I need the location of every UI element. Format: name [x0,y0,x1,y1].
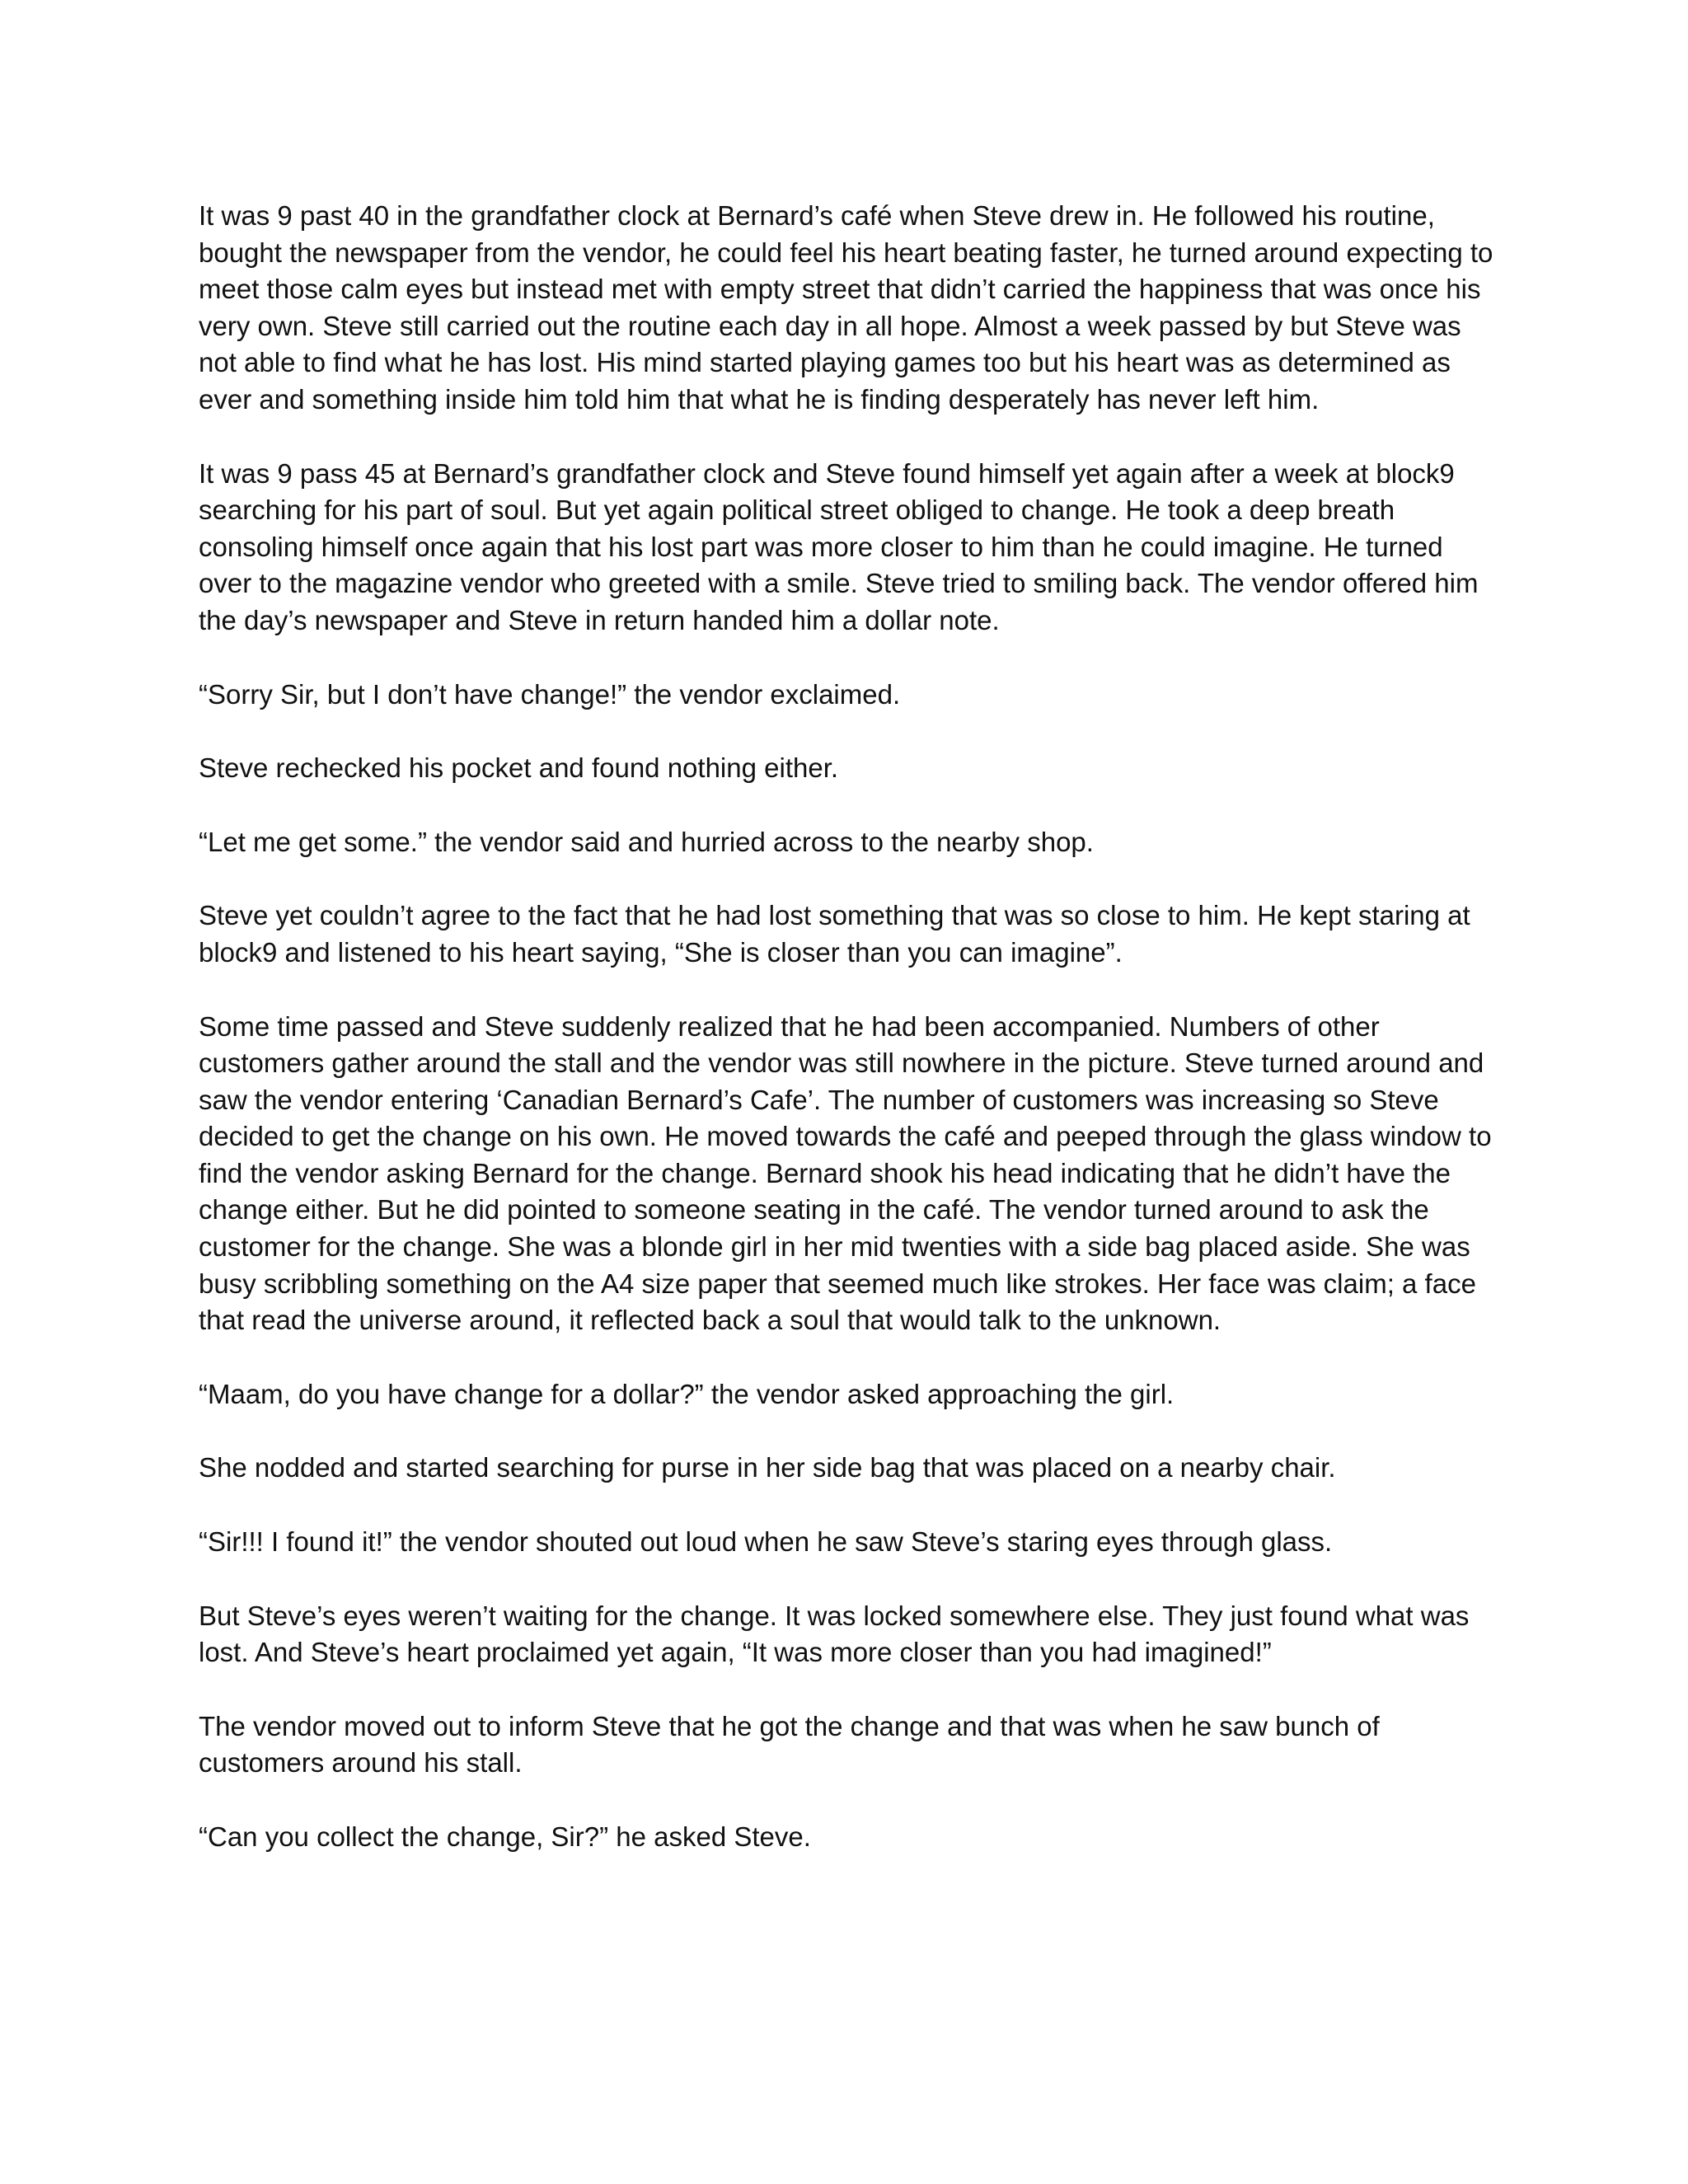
paragraph-11: But Steve’s eyes weren’t waiting for the change. It was locked somewhere else. They just found what was lost. And Steve’s heart proclaimed yet again, “It was more closer than you had imagined!” [199,1600,1470,1668]
paragraph-10: “Sir!!! I found it!” the vendor shouted out loud when he saw Steve’s staring eyes through glass. [199,1526,1333,1558]
paragraph-6: Steve yet couldn’t agree to the fact that he had lost something that was so close to him. He kept staring at block9 and listened to his heart saying, “She is closer than you can imagine”. [199,900,1470,968]
paragraph-12: The vendor moved out to inform Steve that he got the change and that was when he saw bunch of customers around his stall. [199,1710,1380,1779]
paragraph-3: “Sorry Sir, but I don’t have change!” the vendor exclaimed. [199,678,901,710]
document-body [199,198,1497,1856]
paragraph-13: “Can you collect the change, Sir?” he asked Steve. [199,1821,811,1852]
paragraph-4: Steve rechecked his pocket and found nothing either. [199,752,839,784]
paragraph-7: Some time passed and Steve suddenly realized that he had been accompanied. Numbers of other customers gather around the stall and the vendor was still nowhere in the picture. Steve turned around and saw the vendor entering ‘Canadian Bernard’s Cafe’. The number of customers was increasing so Steve decided to get the change on his own. He moved towards the café and peeped through the glass window to find the vendor asking Bernard for the change. Bernard shook his head indicating that he didn’t have the change either. But he did pointed to someone seating in the café. The vendor turned around to ask the customer for the change. She was a blonde girl in her mid twenties with a side bag placed aside. She was busy scribbling something on the A4 size paper that seemed much like strokes. Her face was claim; a face that read the universe around, it reflected back a soul that would talk to the unknown. [199,1010,1492,1336]
paragraph-5: “Let me get some.” the vendor said and hurried across to the nearby shop. [199,826,1094,857]
paragraph-8: “Maam, do you have change for a dollar?” the vendor asked approaching the girl. [199,1378,1175,1409]
paragraph-2: It was 9 pass 45 at Bernard’s grandfather clock and Steve found himself yet again after a week at block9 searching for his part of soul. But yet again political street obliged to change. He took a deep breath consoling himself once again that his lost part was more closer to him than he could imagine. He turned over to the magazine vendor who greeted with a smile. Steve tried to smiling back. The vendor offered him the day’s newspaper and Steve in return handed him a dollar note. [199,457,1479,635]
paragraph-1: It was 9 past 40 in the grandfather clock at Bernard’s café when Steve drew in. He followed his routine, bought the newspaper from the vendor, he could feel his heart beating faster, he turned around expecting to meet those calm eyes but instead met with empty street that didn’t carried the happiness that was once his very own. Steve still carried out the routine each day in all hope. Almost a week passed by but Steve was not able to find what he has lost. His mind started playing games too but his heart was as determined as ever and something inside him told him that what he is finding desperately has never left him. [199,200,1493,415]
paragraph-9: She nodded and started searching for purse in her side bag that was placed on a nearby chair. [199,1452,1336,1483]
